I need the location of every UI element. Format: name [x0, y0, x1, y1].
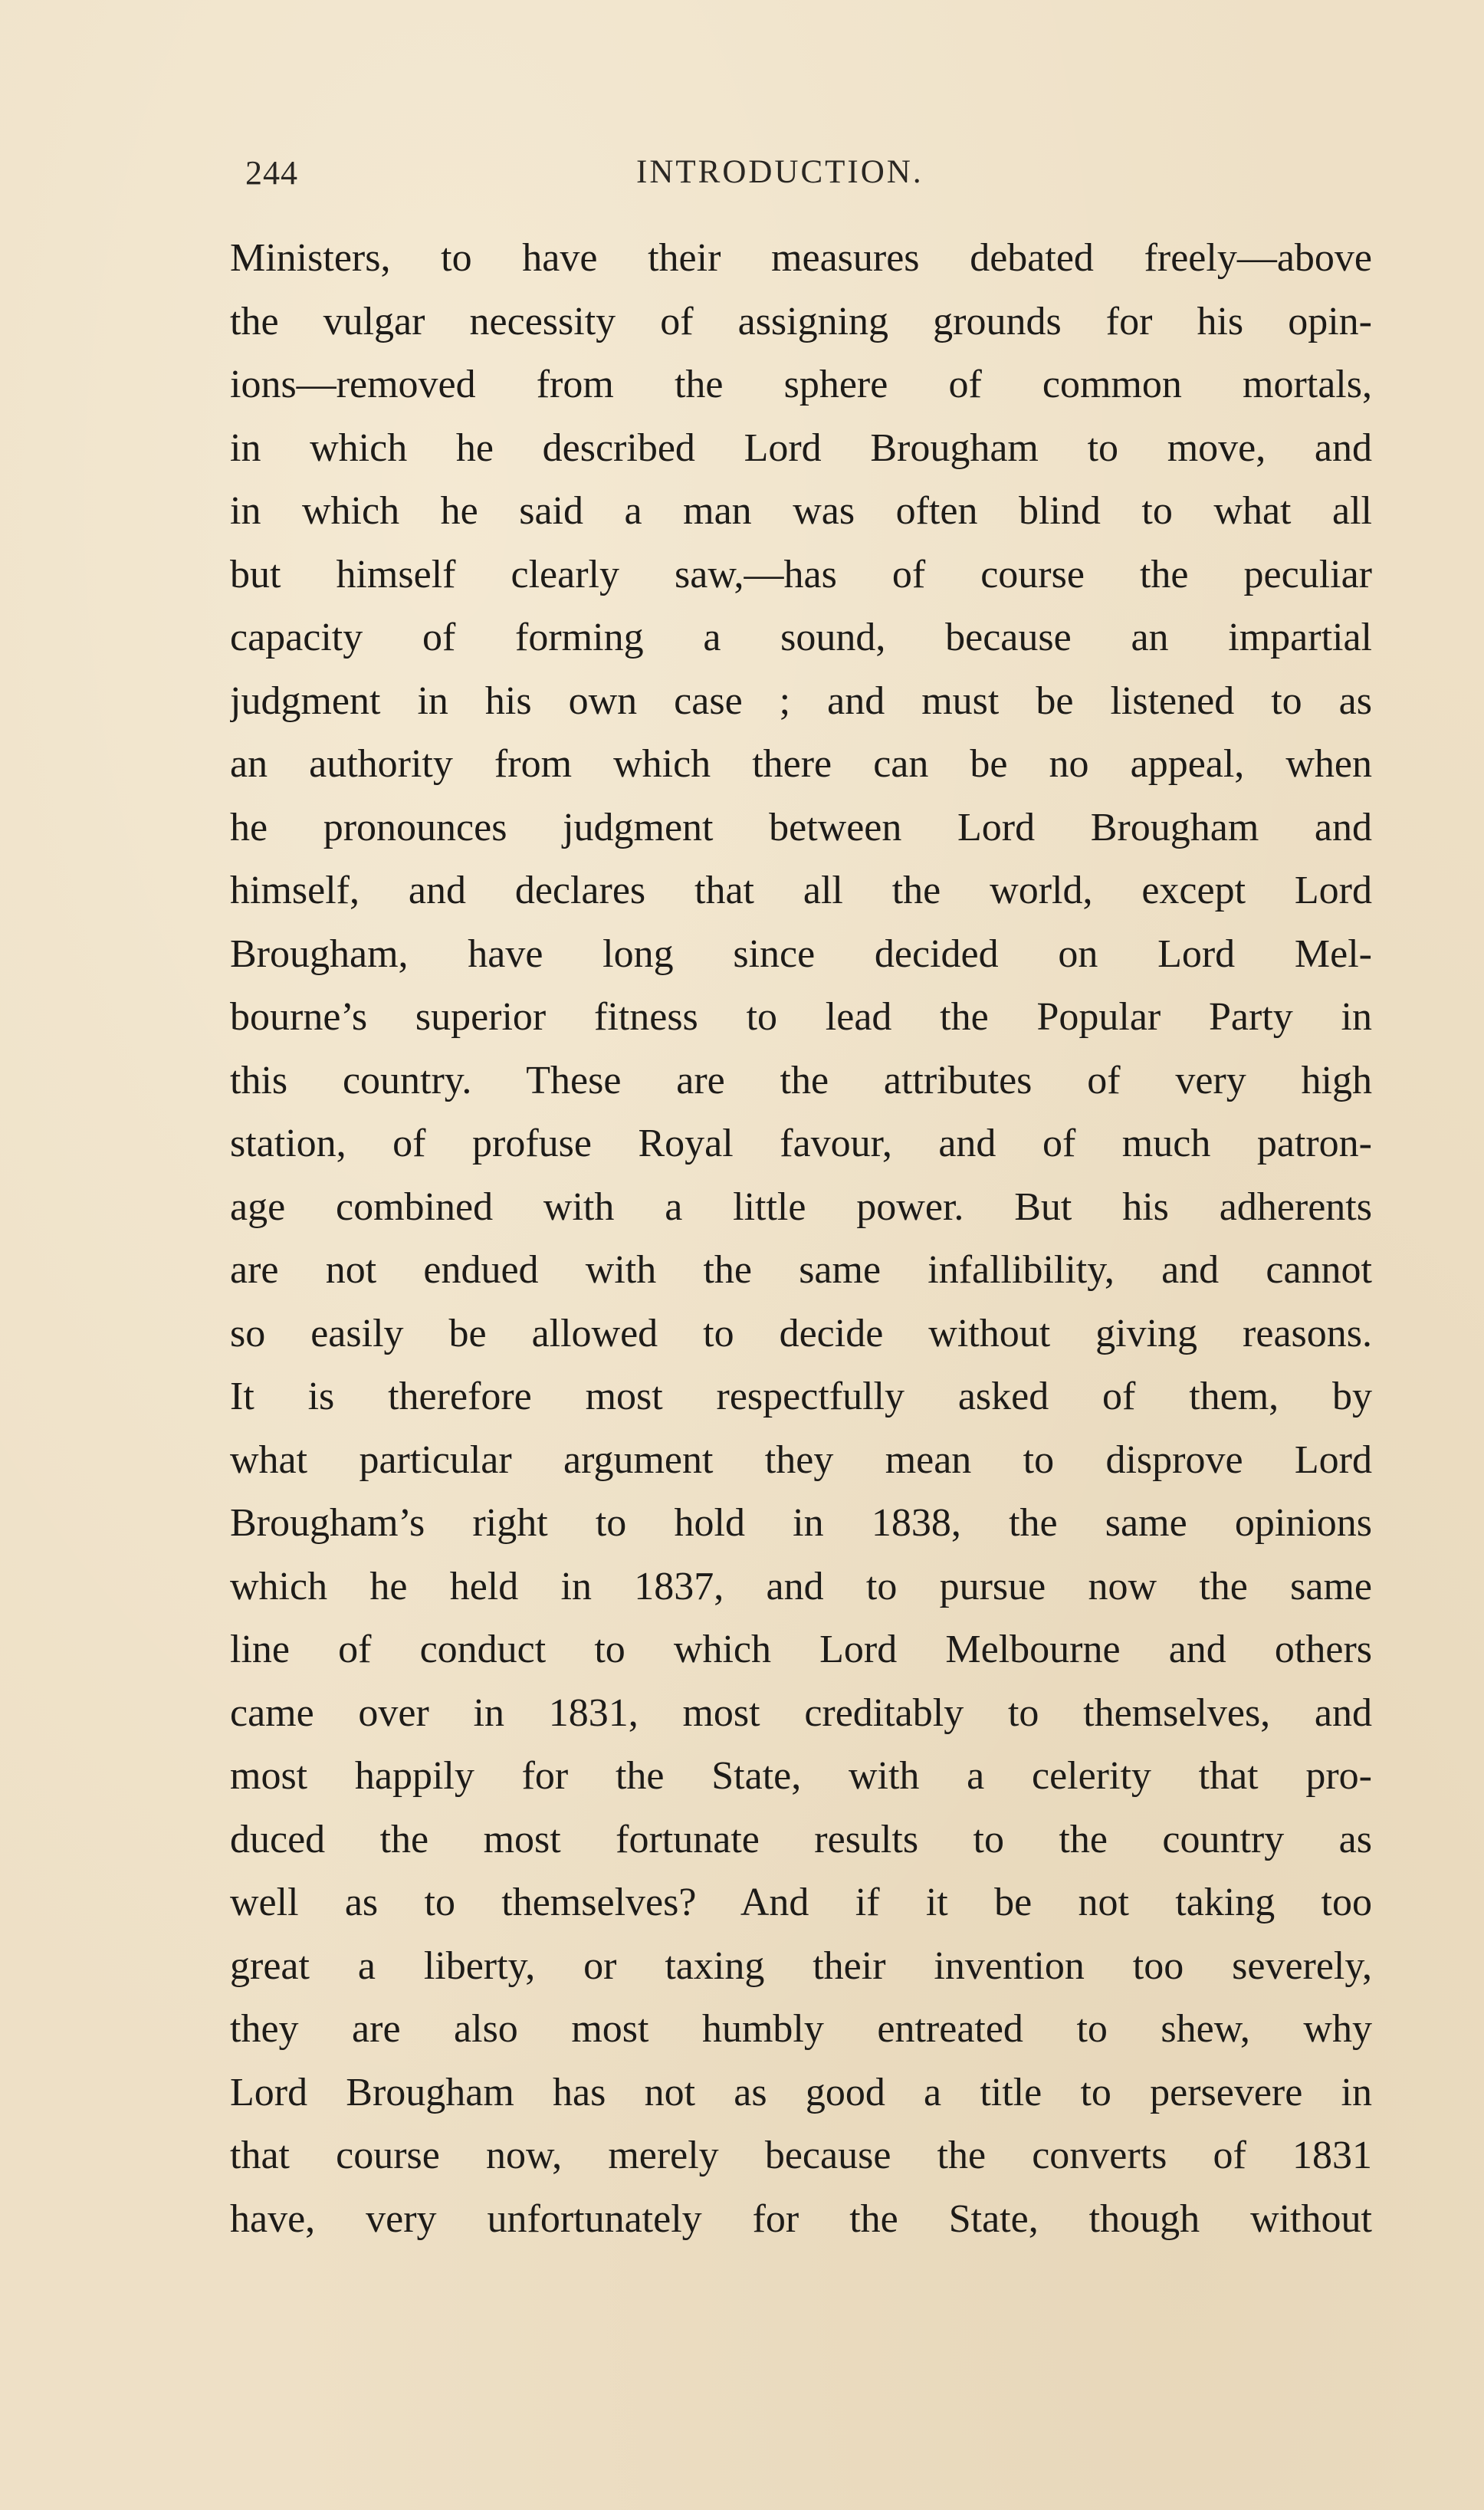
text-line: in which he said a man was often blind to what all — [230, 489, 1372, 533]
text-line: they are also most humbly entreated to shew, why — [230, 2007, 1372, 2051]
text-line: most happily for the State, with a celerity that pro- — [230, 1754, 1372, 1798]
text-line: duced the most fortunate results to the country as — [230, 1817, 1372, 1861]
text-line: ions—removed from the sphere of common mortals, — [230, 363, 1372, 406]
text-line: bourne’s superior fitness to lead the Popular Party in — [230, 995, 1372, 1039]
text-line: are not endued with the same infallibility, and cannot — [230, 1248, 1372, 1292]
text-line: so easily be allowed to decide without giving reasons. — [230, 1311, 1372, 1355]
text-line: the vulgar necessity of assigning grounds for his opin- — [230, 299, 1372, 343]
text-line: which he held in 1837, and to pursue now the same — [230, 1564, 1372, 1608]
text-line: judgment in his own case ; and must be listened to as — [230, 678, 1372, 723]
body-text — [230, 227, 1372, 2251]
running-head — [245, 153, 981, 199]
text-line: line of conduct to which Lord Melbourne and others — [230, 1628, 1372, 1671]
text-line: Brougham’s right to hold in 1838, the same opinions — [230, 1501, 1372, 1545]
text-line: capacity of forming a sound, because an impartial — [230, 616, 1372, 659]
page-number: 244 — [245, 154, 298, 192]
text-line: an authority from which there can be no appeal, when — [230, 742, 1372, 786]
text-line: age combined with a little power. But his adherents — [230, 1184, 1372, 1229]
text-line: came over in 1831, most creditably to themselves, and — [230, 1690, 1372, 1735]
text-line: this country. These are the attributes of very high — [230, 1058, 1372, 1102]
running-title: INTRODUCTION. — [636, 154, 924, 190]
text-line: great a liberty, or taxing their invention too severely, — [230, 1943, 1372, 1988]
text-line: what particular argument they mean to disprove Lord — [230, 1437, 1372, 1482]
text-line: in which he described Lord Brougham to move, and — [230, 425, 1372, 470]
text-line: Ministers, to have their measures debated freely—above — [230, 236, 1372, 280]
text-line: Lord Brougham has not as good a title to persevere in — [230, 2070, 1372, 2114]
text-line: Brougham, have long since decided on Lord Mel- — [230, 931, 1372, 976]
text-line: station, of profuse Royal favour, and of much patron- — [230, 1122, 1372, 1165]
text-line: but himself clearly saw,—has of course the peculiar — [230, 552, 1372, 596]
text-line: It is therefore most respectfully asked of them, by — [230, 1375, 1372, 1418]
text-line: well as to themselves? And if it be not taking too — [230, 1881, 1372, 1924]
text-line: have, very unfortunately for the State, though without — [230, 2196, 1372, 2241]
text-line: that course now, merely because the converts of 1831 — [230, 2134, 1372, 2177]
text-line: himself, and declares that all the world, except Lord — [230, 869, 1372, 912]
text-line: he pronounces judgment between Lord Brougham and — [230, 805, 1372, 849]
